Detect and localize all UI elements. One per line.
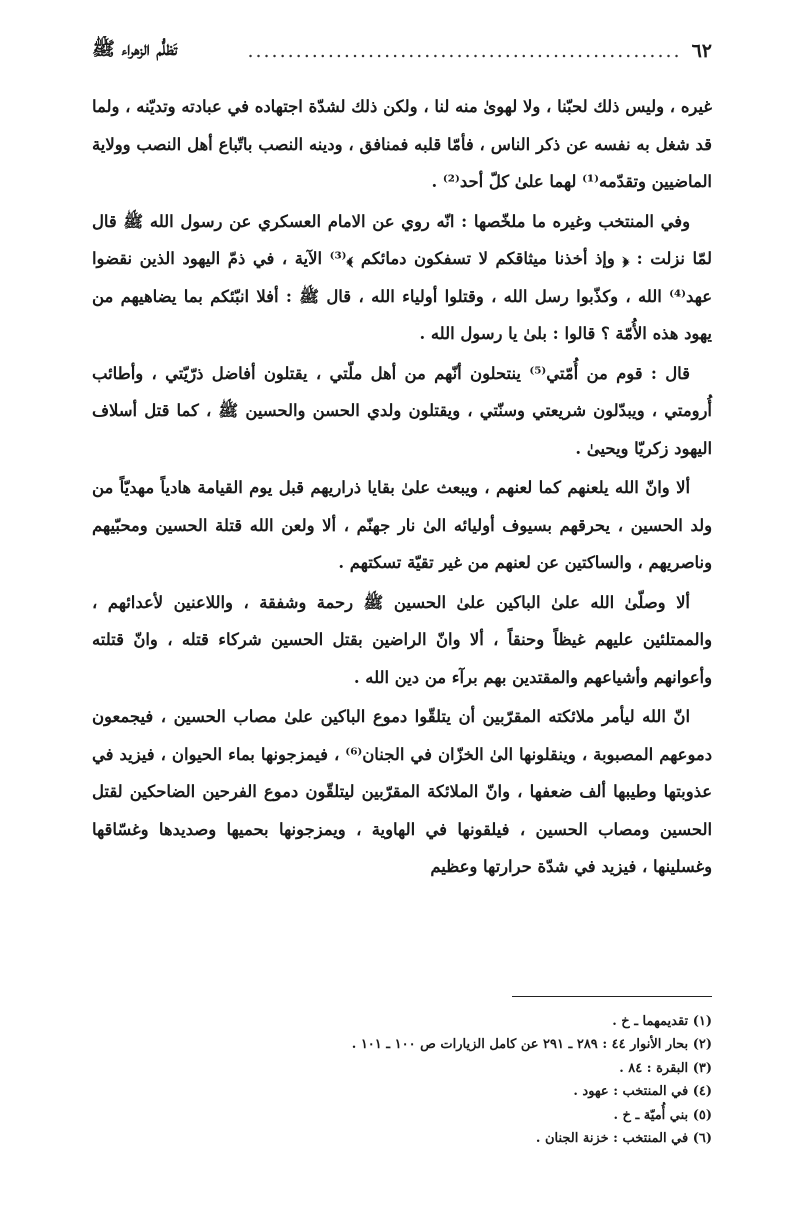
running-title: تَظلُّم الزهراء ﷺ [92,38,178,60]
footnote: (٣) البقرة : ٨٤ . [619,1060,712,1076]
paragraph: ألا وانّ الله يلعنهم كما لعنهم ، ويبعث علىٰ بقايا ذراريهم قبل يوم القيامة هادياً مهديّاً من ولد الحسين ، يحرقهم بسيوف أوليائه الىٰ نار جهنّم ، ألا ولعن الله قتلة الحسين ومحبّيهم وناصريهم ، والساكتين عن لعنهم من غير تقيّة تسكتهم . [92,478,712,572]
header-leader-dots: ...................................................... [247,40,682,62]
footnote: (١) تقديمهما ـ خ . [612,1014,712,1029]
footnote: (٦) في المنتخب : خزنة الجنان . [535,1131,712,1147]
footnote: (٤) في المنتخب : عهود . [573,1084,712,1100]
page-number: ٦٢ [691,40,712,62]
paragraph: ألا وصلّىٰ الله علىٰ الباكين علىٰ الحسين ﷺ رحمة وشفقة ، واللاعنين لأعدائهم ، والممتلئين عليهم غيظاً وحنقاً ، ألا وانّ الراضين بقتل الحسين شركاء قتله ، وانّ قتلته وأعوانهم وأشياعهم والمقتدين بهم برآء من دين الله . [92,592,712,687]
paragraph: غيره ، وليس ذلك لحبّنا ، ولا لهوىٰ منه لنا ، ولكن ذلك لشدّة اجتهاده في عبادته وتديّنه ، ولما قد شغل به نفسه عن ذكر الناس ، فأمّا قلبه فمنافق ، ودينه النصب باتّباع أهل النصب وولاية الماضيين وتقدّمه⁽¹⁾ لهما علىٰ كلّ أحد⁽²⁾ . [92,97,712,191]
footnote: (٥) بني أُميّة ـ خ . [613,1107,712,1123]
paragraph: وفي المنتخب وغيره ما ملخّصها : انّه روي عن الامام العسكري عن رسول الله ﷺ قال لمّا نزلت : ﴿ وإذ أخذنا ميثاقكم لا تسفكون دمائكم ﴾⁽³⁾ الآية ، في ذمّ اليهود الذين نقضوا عهد⁽⁴⁾ الله ، وكذّبوا رسل الله ، وقتلوا أولياء الله ، قال ﷺ : أفلا انبّئكم بما يضاهيهم من يهود هذه الأُمّة ؟ قالوا : بلىٰ يا رسول الله . [92,211,712,343]
running-header [92,36,712,66]
footnote-divider [512,996,712,997]
footnotes [92,1010,712,1150]
paragraph: قال : قوم من أُمّتي⁽⁵⁾ ينتحلون أنّهم من أهل ملّتي ، يقتلون أفاضل ذرّيّتي ، وأطائب أُرومتي ، ويبدّلون شريعتي وسنّتي ، ويقتلون ولدي الحسن والحسين ﷺ ، كما قتل أسلاف اليهود زكريّا ويحيىٰ . [92,363,712,458]
main-text [92,88,712,888]
footnote: (٢) بحار الأنوار ٤٤ : ٢٨٩ ـ ٢٩١ عن كامل الزيارات ص ١٠٠ ـ ١٠١ . [351,1037,712,1053]
paragraph: انّ الله ليأمر ملائكته المقرّبين أن يتلقّوا دموع الباكين علىٰ مصاب الحسين ، فيجمعون دموعهم المصبوبة ، وينقلونها الىٰ الخزّان في الجنان⁽⁶⁾ ، فيمزجونها بماء الحيوان ، فيزيد في عذوبتها وطيبها ألف ضعفها ، وانّ الملائكة المقرّبين ليتلقّون دموع الفرحين الضاحكين لقتل الحسين ومصاب الحسين ، فيلقونها في الهاوية ، ويمزجونها بحميها وصديدها وغسّاقها وغسلينها ، فيزيد في شدّة حرارتها وعظيم [92,707,713,876]
